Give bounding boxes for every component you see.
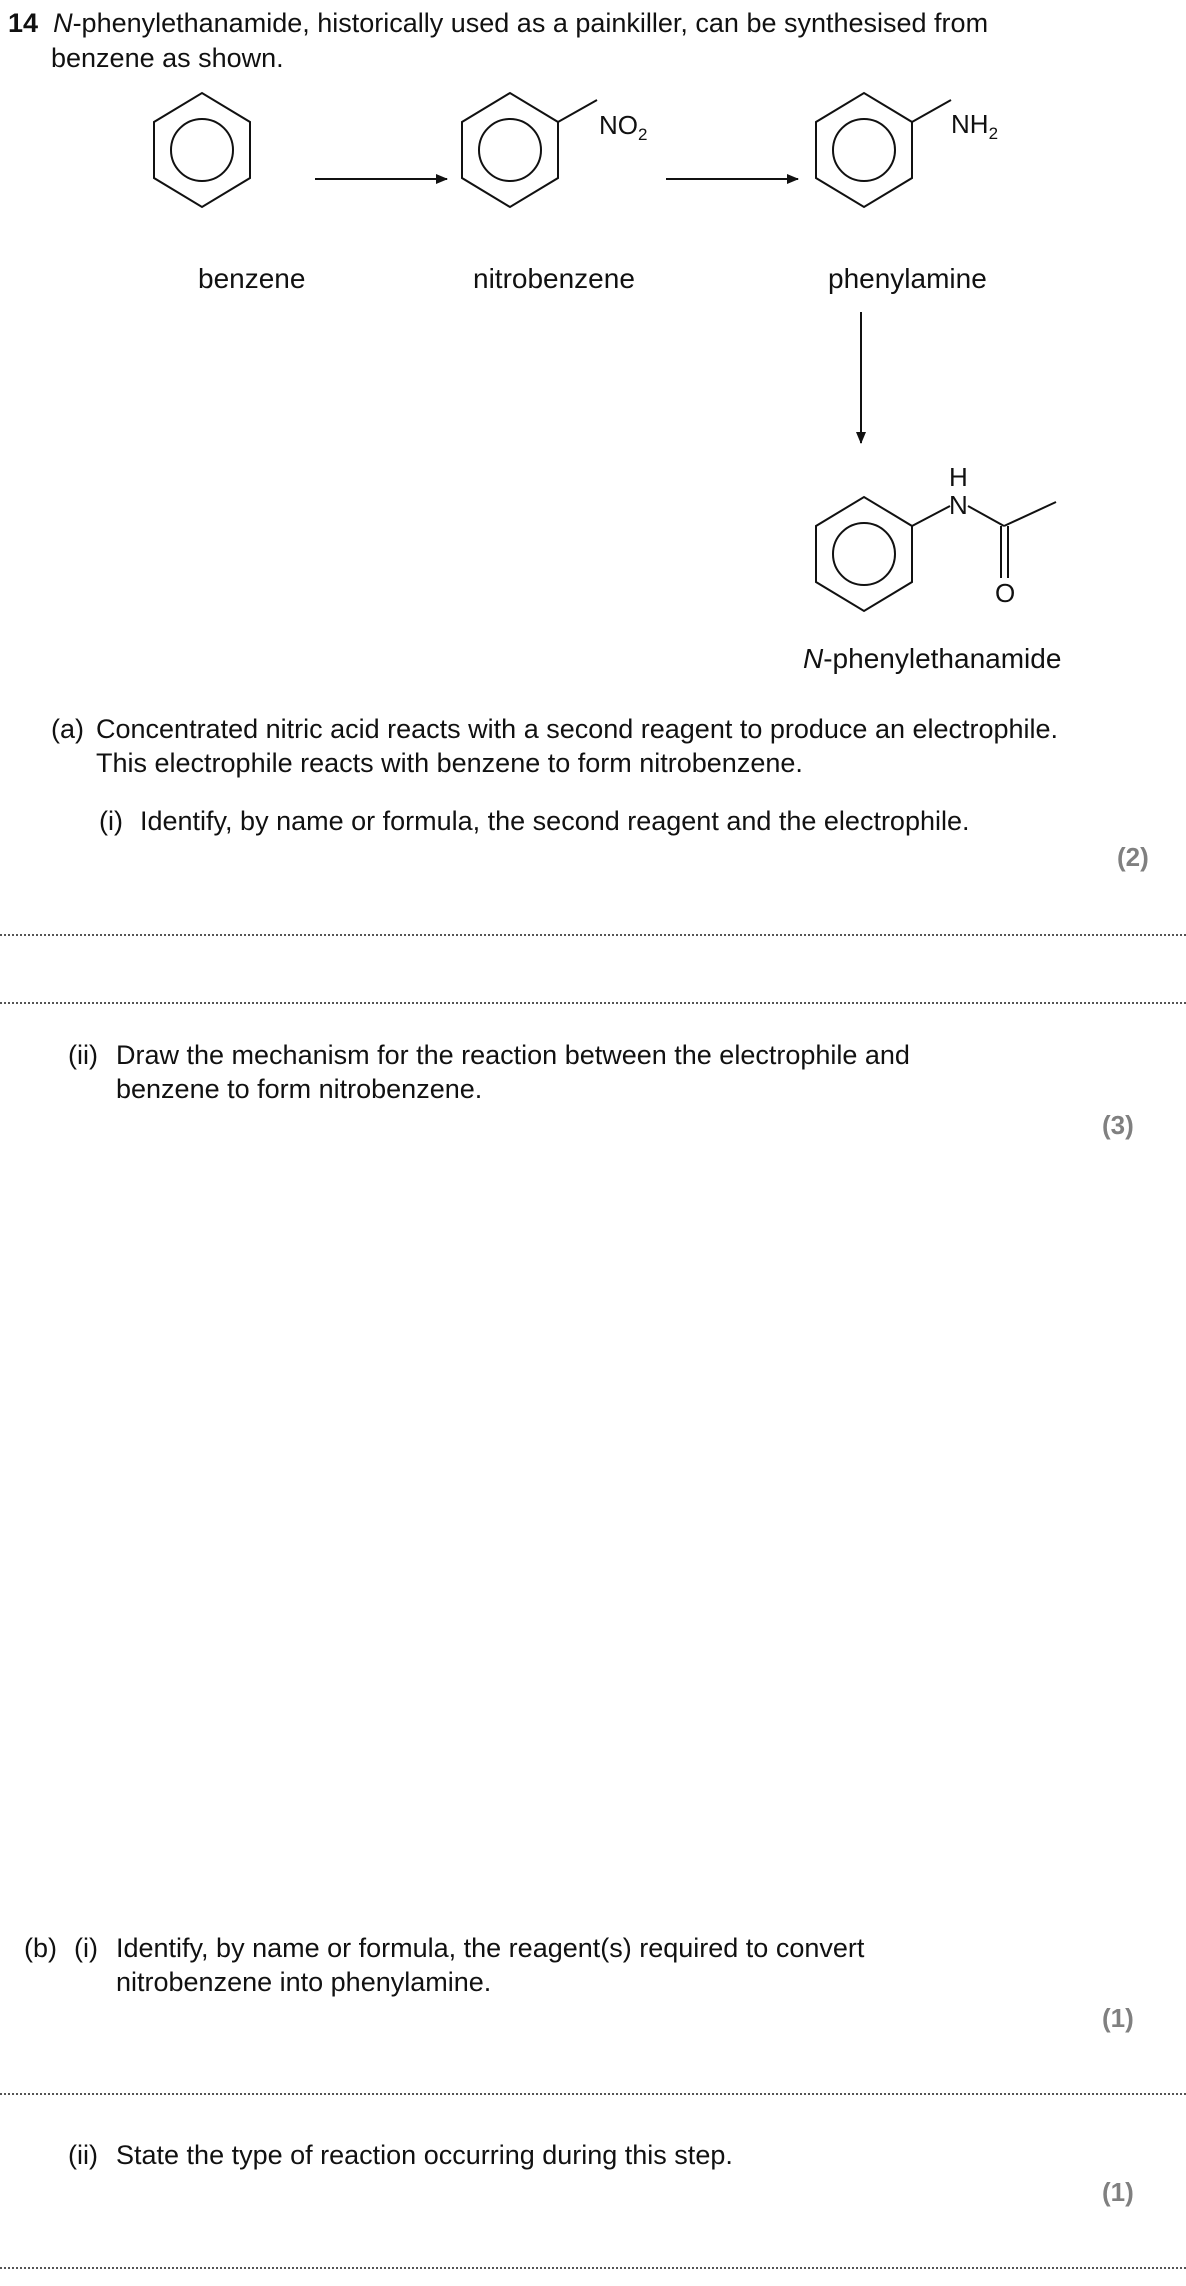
intro-italic-n: N bbox=[53, 8, 73, 38]
part-a-line1: Concentrated nitric acid reacts with a second reagent to produce an electrophile. bbox=[96, 714, 1059, 744]
answer-line-b-ii[interactable] bbox=[0, 2267, 1186, 2269]
n-phenylethanamide-structure bbox=[816, 497, 1056, 611]
amide-h-label: H bbox=[949, 462, 968, 492]
question-number: 14 bbox=[8, 8, 39, 38]
answer-line-b-i[interactable] bbox=[0, 2093, 1186, 2095]
part-b-i-label: (i) bbox=[74, 1933, 98, 1963]
part-b-ii-label: (ii) bbox=[68, 2140, 98, 2170]
intro-line1: -phenylethanamide, historically used as a painkiller, can be synthesised from bbox=[72, 8, 989, 38]
part-a-ii-line1: Draw the mechanism for the reaction between the electrophile and bbox=[116, 1040, 910, 1070]
no2-group-label bbox=[599, 110, 647, 144]
part-a-i-text: Identify, by name or formula, the second reagent and the electrophile. bbox=[140, 806, 970, 836]
part-a-label: (a) bbox=[51, 714, 84, 744]
nitrobenzene-structure bbox=[462, 93, 597, 207]
answer-line-a-i-2[interactable] bbox=[0, 1002, 1186, 1004]
part-a-ii-marks: (3) bbox=[1102, 1110, 1134, 1140]
svg-text:NO2: $NO_2$ bbox=[599, 110, 648, 144]
part-a-i-label: (i) bbox=[99, 806, 123, 836]
part-b-ii-text: State the type of reaction occurring during this step. bbox=[116, 2140, 733, 2170]
part-b-i-line1: Identify, by name or formula, the reagent(s) required to convert bbox=[116, 1933, 865, 1963]
benzene-structure bbox=[154, 93, 250, 207]
label-phenylamine: phenylamine bbox=[828, 263, 987, 294]
part-b-label: (b) bbox=[24, 1933, 57, 1963]
part-a-ii-label: (ii) bbox=[68, 1040, 98, 1070]
label-n-phenylethanamide: N-phenylethanamide bbox=[803, 643, 1062, 674]
amide-atom-labels bbox=[949, 462, 1015, 608]
part-a-line2: This electrophile reacts with benzene to form nitrobenzene. bbox=[96, 748, 803, 778]
label-benzene: benzene bbox=[198, 263, 306, 294]
part-a-ii-line2: benzene to form nitrobenzene. bbox=[116, 1074, 483, 1104]
reaction-scheme bbox=[0, 0, 1186, 700]
part-b-i-line2: nitrobenzene into phenylamine. bbox=[116, 1967, 492, 1997]
svg-text:NH2: $NH_2$ bbox=[951, 109, 999, 143]
intro-line2: benzene as shown. bbox=[51, 43, 284, 73]
part-b-i-marks: (1) bbox=[1102, 2003, 1134, 2033]
phenylamine-structure bbox=[816, 93, 951, 207]
mechanism-drawing-area[interactable] bbox=[0, 1150, 1186, 1900]
nh2-group-label bbox=[951, 109, 998, 143]
part-a-i-marks: (2) bbox=[1117, 842, 1149, 872]
part-b-ii-marks: (1) bbox=[1102, 2177, 1134, 2207]
amide-o-label: O bbox=[995, 578, 1016, 608]
amide-n-label: N bbox=[949, 490, 968, 520]
label-nitrobenzene: nitrobenzene bbox=[473, 263, 635, 294]
answer-line-a-i-1[interactable] bbox=[0, 934, 1186, 936]
